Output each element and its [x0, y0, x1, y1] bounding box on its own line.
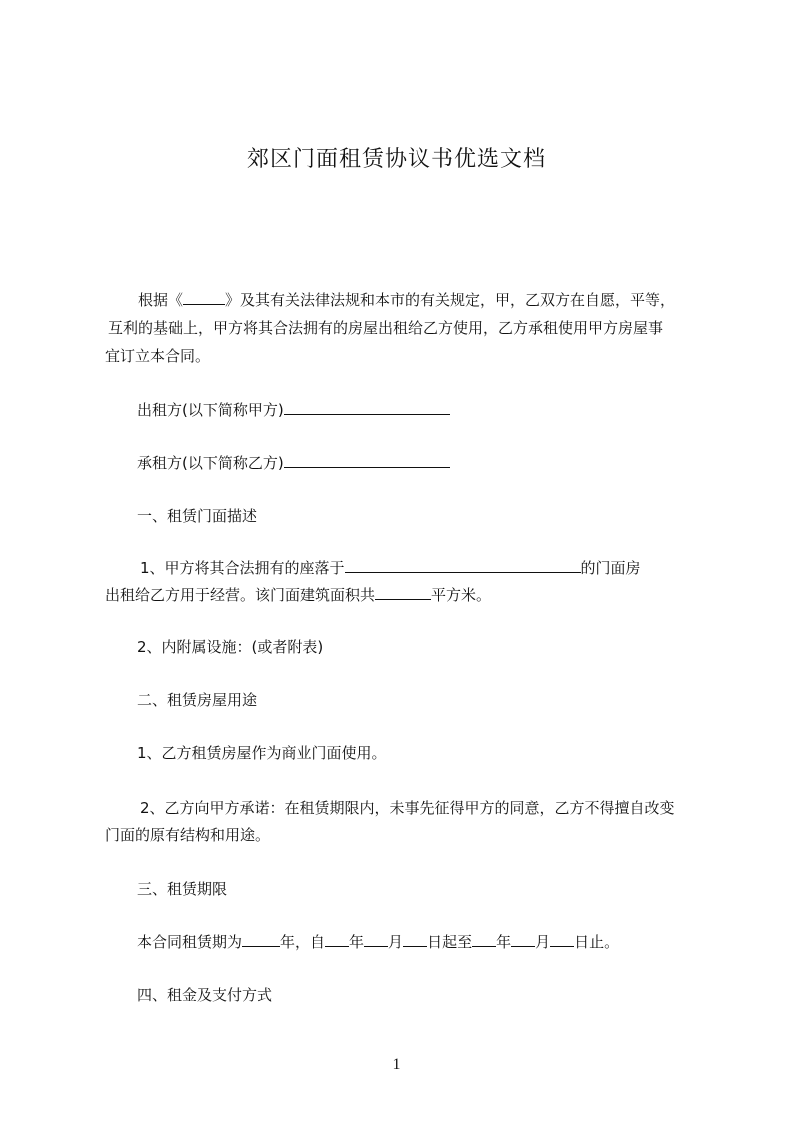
term-text-7: 月	[535, 933, 551, 951]
intro-line-1	[138, 289, 675, 311]
lease-term-line	[137, 931, 619, 953]
intro-line-2: 互利的基础上，甲方将其合法拥有的房屋出租给乙方使用，乙方承租使用甲方房屋事	[108, 319, 664, 337]
law-name-blank[interactable]	[183, 290, 225, 305]
start-year-blank[interactable]	[325, 932, 349, 947]
term-text-8: 日止。	[574, 933, 620, 951]
location-suffix: 的门面房	[580, 559, 641, 577]
term-text-4: 月	[388, 933, 404, 951]
lessor-blank[interactable]	[284, 400, 450, 415]
term-text-2: 年，自	[280, 933, 326, 951]
term-text-6: 年	[496, 933, 512, 951]
section-2-item-2-line-2: 门面的原有结构和用途。	[105, 826, 271, 844]
lessor-line	[137, 399, 450, 421]
section-1-item-2: 2、内附属设施：(或者附表)	[137, 638, 324, 656]
intro-text-a: 根据《	[138, 291, 184, 309]
location-label: 1、甲方将其合法拥有的座落于	[140, 559, 345, 577]
end-year-blank[interactable]	[472, 932, 496, 947]
end-day-blank[interactable]	[550, 932, 574, 947]
section-2-heading: 二、租赁房屋用途	[137, 691, 258, 709]
area-unit: 平方米。	[431, 586, 492, 604]
location-blank[interactable]	[345, 558, 581, 573]
area-blank[interactable]	[375, 585, 431, 600]
page-title: 郊区门面租赁协议书优选文档	[246, 147, 546, 172]
lessee-label: 承租方(以下简称乙方)	[137, 454, 284, 472]
lessee-line	[137, 452, 450, 474]
section-1-item-1-line-1	[140, 557, 641, 579]
section-4-heading: 四、租金及支付方式	[137, 986, 273, 1004]
term-text-5: 日起至	[427, 933, 473, 951]
term-text-3: 年	[349, 933, 365, 951]
intro-line-3: 宜订立本合同。	[105, 347, 211, 365]
lessor-label: 出租方(以下简称甲方)	[137, 401, 284, 419]
section-1-heading: 一、租赁门面描述	[137, 507, 258, 525]
section-2-item-2-line-1: 2、乙方向甲方承诺：在租赁期限内，未事先征得甲方的同意，乙方不得擅自改变	[140, 799, 675, 817]
intro-text-b: 》及其有关法律法规和本市的有关规定，甲，乙双方在自愿，平等，	[225, 291, 676, 309]
end-month-blank[interactable]	[511, 932, 535, 947]
term-text-1: 本合同租赁期为	[137, 933, 243, 951]
lessee-blank[interactable]	[284, 453, 450, 468]
section-3-heading: 三、租赁期限	[137, 880, 228, 898]
start-day-blank[interactable]	[403, 932, 427, 947]
start-month-blank[interactable]	[364, 932, 388, 947]
section-1-item-1-line-2	[105, 584, 491, 606]
section-2-item-1: 1、乙方租赁房屋作为商业门面使用。	[137, 744, 387, 762]
page-number: 1	[392, 1056, 401, 1073]
area-label: 出租给乙方用于经营。该门面建筑面积共	[105, 586, 376, 604]
term-years-blank[interactable]	[242, 932, 280, 947]
